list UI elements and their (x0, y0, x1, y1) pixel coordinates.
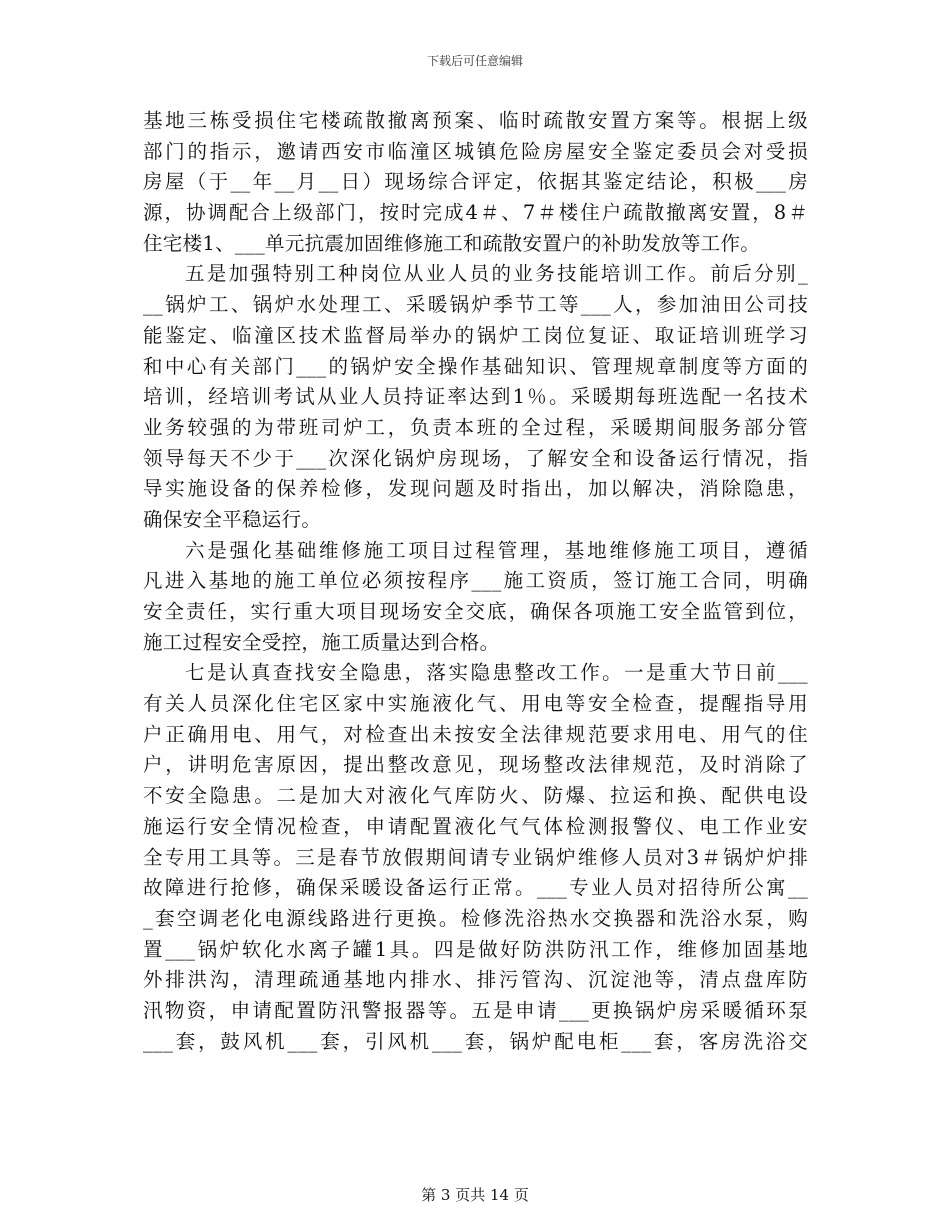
text-line: 部门的指示，邀请西安市临潼区城镇危险房屋安全鉴定委员会对受损 (143, 139, 808, 163)
text-line: 户，讲明危害原因，提出整改意见，现场整改法律规范，及时消除了 (143, 753, 808, 777)
text-line: __锅炉工、锅炉水处理工、采暖锅炉季节工等___人，参加油田公司技 (143, 293, 808, 317)
text-line: 户正确用电、用气，对检查出未按安全法律规范要求用电、用气的住 (143, 722, 808, 746)
text-line: 确保安全平稳运行。 (143, 507, 322, 531)
text-line: ___套，鼓风机___套，引风机___套，锅炉配电柜___套，客房洗浴交 (143, 1029, 808, 1053)
text-line: 基地三栋受损住宅楼疏散撤离预案、临时疏散安置方案等。根据上级 (143, 109, 808, 132)
text-line: 有关人员深化住宅区家中实施液化气、用电等安全检查，提醒指导用 (143, 692, 808, 716)
text-line: 凡进入基地的施工单位必须按程序___施工资质，签订施工合同，明确 (143, 569, 808, 593)
text-line: 房屋（于__年__月__日）现场综合评定，依据其鉴定结论，积极___房 (143, 170, 808, 194)
text-line: 汛物资，申请配置防汛警报器等。五是申请___更换锅炉房采暖循环泵 (143, 998, 808, 1022)
text-line: 导实施设备的保养检修，发现问题及时指出，加以解决，消除隐患， (143, 477, 808, 501)
paragraph-start-line: 七是认真查找安全隐患，落实隐患整改工作。一是重大节日前___ (185, 661, 808, 685)
document-body (143, 106, 808, 1057)
paragraph-start-line: 六是强化基础维修施工项目过程管理，基地维修施工项目，遵循 (185, 538, 808, 562)
text-line: 和中心有关部门___的锅炉安全操作基础知识、管理规章制度等方面的 (143, 354, 808, 378)
text-line: 业务较强的为带班司炉工，负责本班的全过程，采暖期间服务部分管 (143, 415, 808, 439)
text-line: 培训，经培训考试从业人员持证率达到1％。采暖期每班选配一名技术 (143, 385, 808, 409)
text-line: 全专用工具等。三是春节放假期间请专业锅炉维修人员对3＃锅炉炉排 (143, 845, 808, 869)
text-line: 安全责任，实行重大项目现场安全交底，确保各项施工安全监管到位， (143, 600, 808, 623)
page-footer: 第 3 页共 14 页 (421, 1186, 529, 1204)
text-line: 领导每天不少于___次深化锅炉房现场，了解安全和设备运行情况，指 (143, 446, 808, 470)
text-line: 外排洪沟，清理疏通基地内排水、排污管沟、沉淀池等，清点盘库防 (143, 968, 808, 992)
text-line: 施工过程安全受控，施工质量达到合格。 (143, 630, 500, 654)
text-line: _套空调老化电源线路进行更换。检修洗浴热水交换器和洗浴水泵，购 (143, 906, 808, 930)
text-line: 施运行安全情况检查，申请配置液化气气体检测报警仪、电工作业安 (143, 814, 808, 838)
page-header: 下载后可任意编辑 (426, 54, 523, 68)
text-line: 源，协调配合上级部门，按时完成4＃、7＃楼住户疏散撤离安置，8＃ (143, 201, 808, 225)
text-line: 不安全隐患。二是加大对液化气库防火、防爆、拉运和换、配供电设 (143, 784, 808, 808)
paragraph-start-line: 五是加强特别工种岗位从业人员的业务技能培训工作。前后分别_ (185, 262, 808, 286)
text-line: 置___锅炉软化水离子罐1具。四是做好防洪防汛工作，维修加固基地 (143, 937, 808, 961)
text-line: 住宅楼1、___单元抗震加固维修施工和疏散安置户的补助发放等工作。 (143, 231, 761, 255)
text-line: 能鉴定、临潼区技术监督局举办的锅炉工岗位复证、取证培训班学习 (143, 323, 808, 347)
text-line: 故障进行抢修，确保采暖设备运行正常。___专业人员对招待所公寓__ (143, 876, 808, 900)
